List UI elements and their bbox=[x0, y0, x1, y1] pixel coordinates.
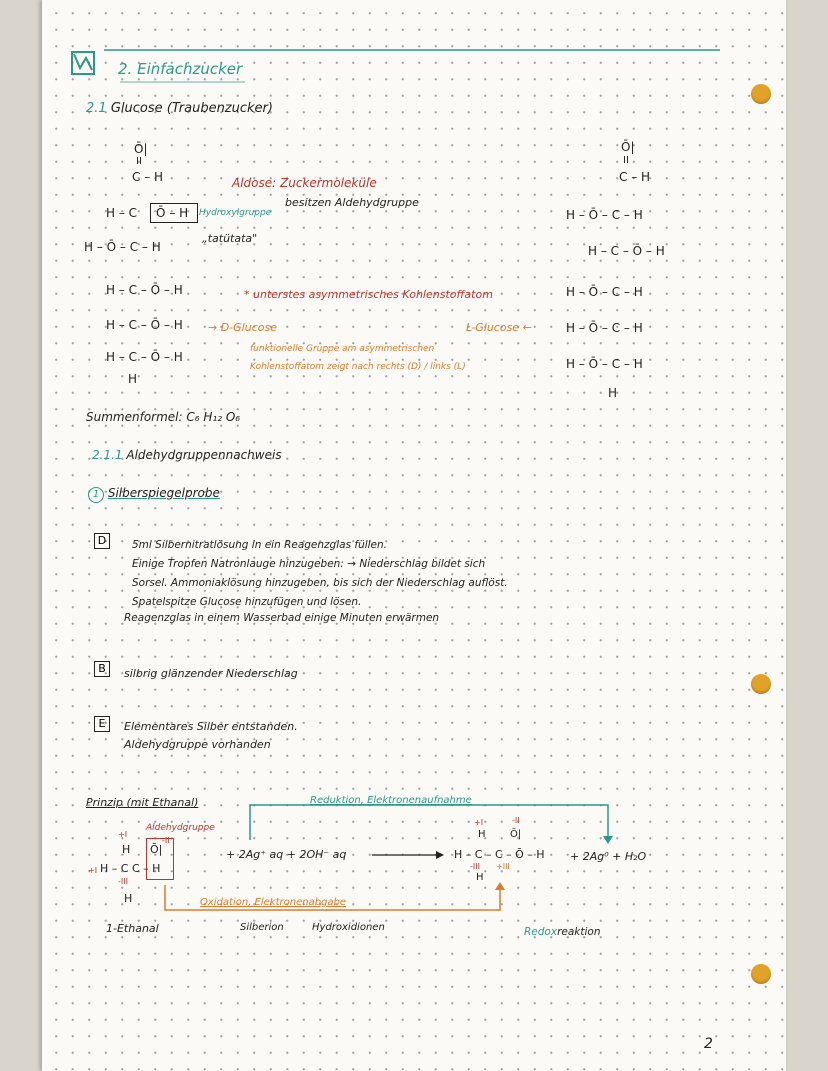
ethanal-label: 1-Ethanal bbox=[106, 922, 159, 935]
d-line: Einige Tropfen Natronlauge hinzugeben: → Niederschlag bildet sich bbox=[132, 558, 486, 570]
struct-right-line: H bbox=[608, 386, 618, 400]
struct-right-line: Ō| bbox=[621, 140, 635, 154]
oxidation-number: -III bbox=[118, 877, 128, 886]
oxidation-number: -III bbox=[470, 862, 480, 871]
ethanal-oxygen: Ō| bbox=[150, 843, 163, 856]
d-label: D bbox=[94, 533, 110, 549]
oxidation-number: +I bbox=[118, 830, 128, 839]
ethanal-atom: H bbox=[124, 892, 133, 905]
struct-left-line: C – H bbox=[132, 170, 164, 184]
oxidation-number: +III bbox=[496, 862, 510, 871]
tatutata-note: „tatütata" bbox=[202, 232, 258, 245]
d-line: Spatelspitze Glucose hinzufügen und lösen. bbox=[132, 596, 362, 608]
struct-right-line: H – Ō – C – H bbox=[566, 321, 643, 335]
asymmetric-note: * unterstes asymmetrisches Kohlenstoffatom bbox=[244, 288, 493, 301]
products: + 2Ag⁰ + H₂O bbox=[570, 850, 647, 863]
struct-left-line: II bbox=[136, 156, 142, 167]
bookmark-icon bbox=[72, 52, 94, 74]
heading: 2. Einfachzucker bbox=[118, 60, 243, 78]
struct-left-line: Ō| bbox=[134, 142, 148, 156]
product-atom: H bbox=[476, 872, 484, 883]
struct-left-hydroxyl: Ō – H bbox=[156, 206, 189, 220]
section-title: 2.1 Glucose (Traubenzucker) bbox=[86, 101, 273, 116]
ethanal-atom: H bbox=[122, 843, 131, 856]
struct-right-line: H – Ō – C – H bbox=[566, 285, 643, 299]
reactants: + 2Ag⁺ aq + 2OH⁻ aq bbox=[226, 848, 347, 861]
functional-group-note: funktionelle Gruppe am asymmetrischen bbox=[250, 344, 435, 354]
reduction-label: Reduktion, Elektronenaufnahme bbox=[310, 795, 472, 806]
oxidation-label: Oxidation, Elektronenabgabe bbox=[200, 897, 347, 908]
e-line: Aldehydgruppe vorhanden bbox=[124, 738, 271, 751]
aldose-note: besitzen Aldehydgruppe bbox=[285, 196, 419, 209]
product-atom: H bbox=[478, 829, 486, 840]
struct-right-line: H – C – Ō – H bbox=[588, 244, 665, 258]
oxidation-number: -II bbox=[512, 816, 520, 825]
principle-title: Prinzip (mit Ethanal) bbox=[86, 796, 199, 809]
struct-left-line: H – Ō – C – H bbox=[84, 240, 161, 254]
d-line: Reagenzglas in einem Wasserbad einige Minuten erwärmen bbox=[124, 612, 440, 624]
struct-right-line: H – Ō – C – H bbox=[566, 208, 643, 222]
aldehyde-label: Aldehydgruppe bbox=[146, 823, 215, 833]
ethanal-molecule: H – C C – H bbox=[100, 862, 161, 875]
oxidation-number: -II bbox=[162, 836, 170, 845]
b-label: B bbox=[94, 661, 110, 677]
l-glucose-label: L-Glucose ← bbox=[466, 321, 532, 334]
d-glucose-label: → D-Glucose bbox=[208, 321, 277, 334]
struct-left-line: H – C – Ō – H bbox=[106, 318, 183, 332]
product-molecule: H – C – C – Ō – H bbox=[454, 848, 545, 861]
b-text: silbrig glänzender Niederschlag bbox=[124, 667, 298, 680]
d-line: 5ml Silbernitratlösung in ein Reagenzglas füllen. bbox=[132, 539, 388, 551]
struct-right-line: H – Ō – C – H bbox=[566, 357, 643, 371]
redox-label: Redoxreaktion bbox=[524, 926, 601, 938]
e-label: E bbox=[94, 716, 110, 732]
struct-left-line: H – C – Ō – H bbox=[106, 283, 183, 297]
subsection-title: 2.1.1 Aldehydgruppennachweis bbox=[92, 448, 282, 462]
struct-right-line: C – H bbox=[619, 170, 651, 184]
oxidation-number: +I bbox=[474, 818, 484, 827]
reduction-arrow bbox=[250, 805, 608, 840]
test-title: 1 Silberspiegelprobe bbox=[88, 486, 220, 503]
struct-left-line: H – C – Ō – H bbox=[106, 350, 183, 364]
functional-group-note: Kohlenstoffatom zeigt nach rechts (D) / links (L) bbox=[250, 362, 466, 372]
product-oxygen: Ō| bbox=[510, 829, 522, 840]
hydroxide-label: Hydroxidionen bbox=[312, 922, 385, 933]
struct-left-line: H bbox=[128, 372, 138, 386]
hydroxyl-label: Hydroxylgruppe bbox=[199, 208, 272, 218]
page-number: 2 bbox=[704, 1036, 713, 1052]
silver-ion-label: Silberion bbox=[240, 922, 284, 933]
d-line: Sorsel. Ammoniaklösung hinzugeben, bis sich der Niederschlag auflöst. bbox=[132, 577, 508, 589]
e-line: Elementares Silber entstanden. bbox=[124, 720, 298, 733]
oxidation-number: +I bbox=[88, 866, 98, 875]
struct-left-line: H – C bbox=[106, 206, 138, 220]
molecular-formula: Summenformel: C₆ H₁₂ O₆ bbox=[86, 410, 241, 424]
struct-right-line: II bbox=[623, 155, 629, 166]
aldose-note: Aldose: Zuckermoleküle bbox=[232, 176, 377, 190]
